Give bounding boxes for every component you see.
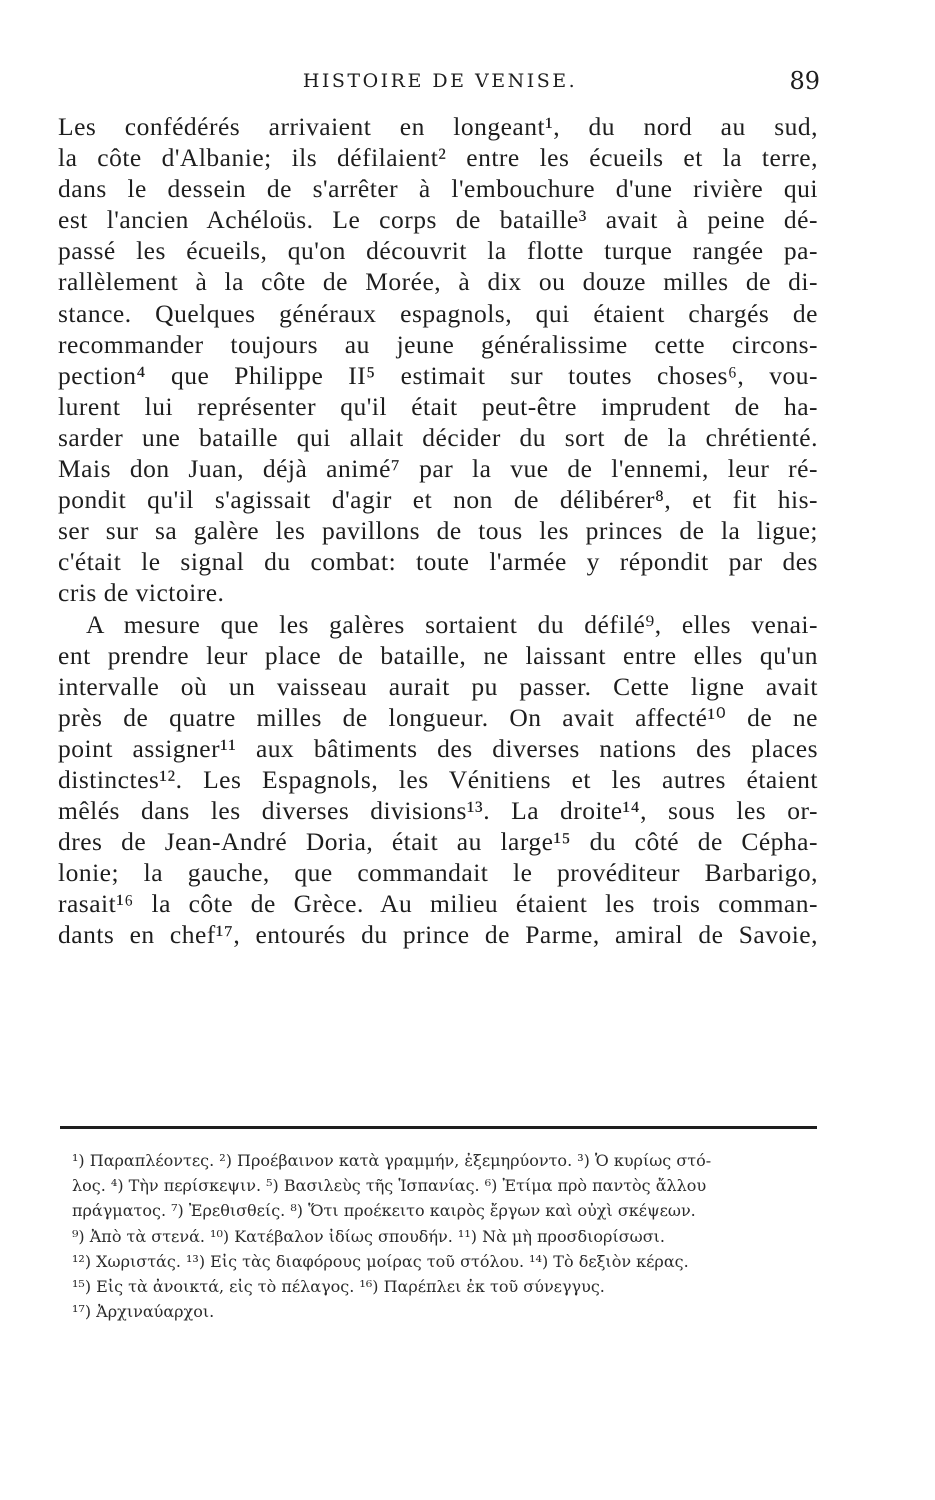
- paragraph-end-line: cris de victoire.: [58, 578, 225, 608]
- text-line: pondit qu'il s'agissait d'agir et non de délibérer⁸, et fit his-: [58, 485, 818, 515]
- text-line: recommander toujours au jeune généralissime cette circons-: [58, 329, 818, 359]
- running-title: HISTOIRE DE VENISE.: [302, 70, 578, 92]
- text-line: Mais don Juan, déjà animé⁷ par la vue de l'ennemi, leur ré-: [58, 454, 818, 484]
- footnote-line: ¹) Παραπλέοντες. ²) Προέβαινον κατὰ γραμμήν, ἐξεμηρύοντο. ³) Ὁ κυρίως στό-: [72, 1151, 712, 1170]
- text-line: lonie; la gauche, que commandait le provéditeur Barbarigo,: [58, 858, 818, 888]
- text-line: lurent lui représenter qu'il était peut-être imprudent de ha-: [58, 391, 818, 421]
- text-line: est l'ancien Achéloüs. Le corps de bataille³ avait à peine dé-: [58, 205, 818, 235]
- text-line: point assigner¹¹ aux bâtiments des diverses nations des places: [58, 733, 818, 763]
- running-head: [60, 64, 820, 98]
- footnote-divider: [60, 1126, 817, 1129]
- text-line: la côte d'Albanie; ils défilaient² entre les écueils et la terre,: [58, 143, 818, 173]
- footnote-line: ¹⁵) Εἰς τὰ ἀνοικτά, εἰς τὸ πέλαγος. ¹⁶) Παρέπλει ἐκ τοῦ σύνεγγυς.: [72, 1276, 605, 1296]
- text-line: distinctes¹². Les Espagnols, les Vénitiens et les autres étaient: [58, 764, 818, 794]
- text-line: dres de Jean-André Doria, était au large¹⁵ du côté de Cépha-: [58, 827, 818, 857]
- footnote-line: πράγματος. ⁷) Ἐρεθισθείς. ⁸) Ὅτι προέκειτο καιρὸς ἔργων καὶ οὐχὶ σκέψεων.: [72, 1201, 696, 1221]
- text-line: pection⁴ que Philippe II⁵ estimait sur toutes choses⁶, vou-: [58, 360, 818, 390]
- page-number: 89: [789, 67, 820, 95]
- text-line: intervalle où un vaisseau aurait pu passer. Cette ligne avait: [58, 671, 818, 701]
- text-line: ent prendre leur place de bataille, ne laissant entre elles qu'un: [58, 640, 818, 670]
- text-line: près de quatre milles de longueur. On avait affecté¹⁰ de ne: [58, 702, 818, 732]
- text-line: c'était le signal du combat: toute l'armée y répondit par des: [58, 547, 818, 577]
- text-line: Les confédérés arrivaient en longeant¹, du nord au sud,: [58, 112, 818, 141]
- text-line: dans le dessein de s'arrêter à l'embouchure d'une rivière qui: [58, 174, 818, 204]
- text-line: stance. Quelques généraux espagnols, qui étaient chargés de: [58, 298, 818, 328]
- text-line: rallèlement à la côte de Morée, à dix ou douze milles de di-: [58, 267, 818, 297]
- text-line: passé les écueils, qu'on découvrit la flotte turque rangée pa-: [58, 236, 818, 266]
- main-text: [58, 111, 818, 951]
- text-line: rasait¹⁶ la côte de Grèce. Au milieu étaient les trois comman-: [58, 889, 818, 919]
- text-line: dants en chef¹⁷, entourés du prince de Parme, amiral de Savoie,: [58, 920, 818, 950]
- text-line: ser sur sa galère les pavillons de tous les princes de la ligue;: [58, 516, 818, 546]
- footnotes: [72, 1148, 820, 1324]
- text-line: A mesure que les galères sortaient du défilé⁹, elles venai-: [86, 609, 818, 639]
- footnote-line: ¹⁷) Ἀρχιναύαρχοι.: [72, 1302, 215, 1322]
- footnote-line: λος. ⁴) Τὴν περίσκεψιν. ⁵) Βασιλεὺς τῆς Ἱσπανίας. ⁶) Ἐτίμα πρὸ παντὸς ἄλλου: [72, 1176, 707, 1196]
- footnote-line: ⁹) Ἀπὸ τὰ στενά. ¹⁰) Κατέβαλον ἰδίως σπουδήν. ¹¹) Νὰ μὴ προσδιορίσωσι.: [72, 1226, 665, 1246]
- text-line: mêlés dans les diverses divisions¹³. La droite¹⁴, sous les or-: [58, 796, 818, 826]
- text-line: sarder une bataille qui allait décider du sort de la chrétienté.: [58, 422, 818, 452]
- footnote-line: ¹²) Χωριστάς. ¹³) Εἰς τὰς διαφόρους μοίρας τοῦ στόλου. ¹⁴) Τὸ δεξιὸν κέρας.: [72, 1251, 689, 1271]
